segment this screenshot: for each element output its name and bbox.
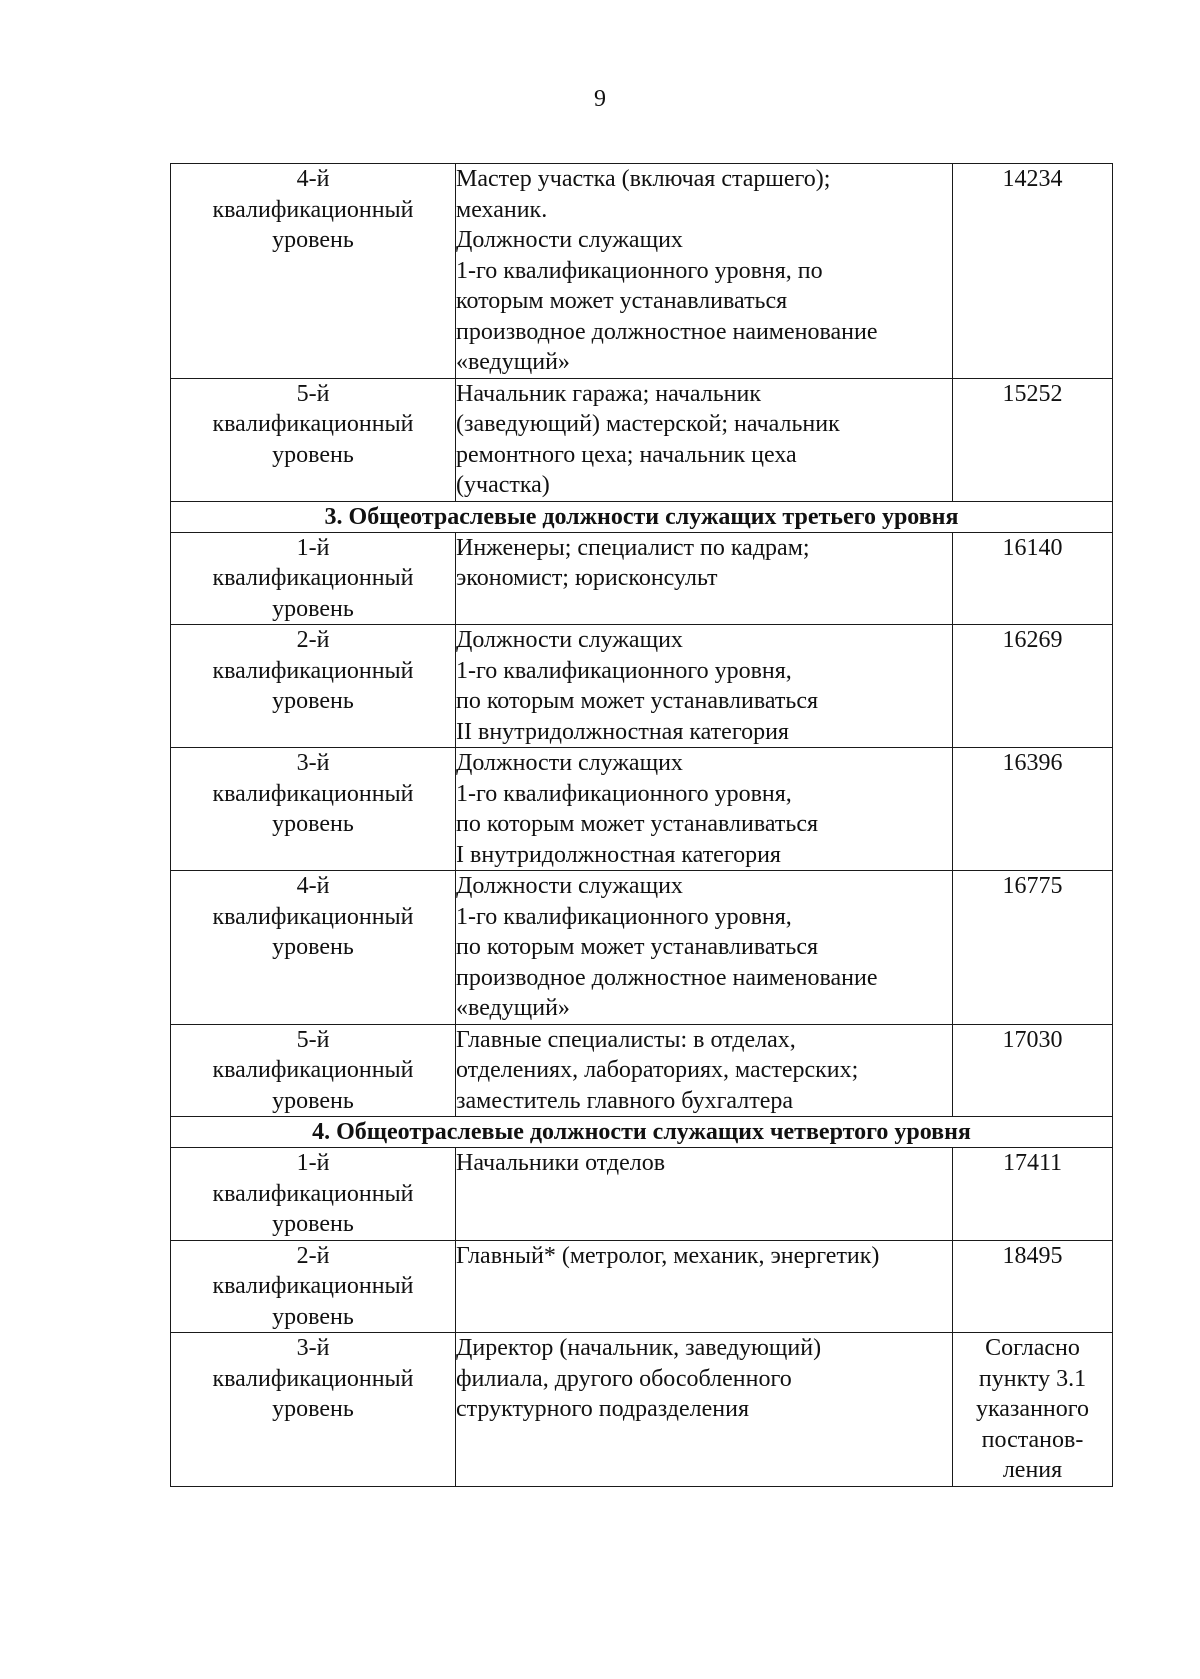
page-number: 9: [594, 86, 606, 112]
text-line: Должности служащих: [456, 750, 683, 776]
table-row: [171, 748, 1113, 871]
text-line: Мастер участка (включая старшего);: [456, 166, 831, 192]
section-title: 3. Общеотраслевые должности служащих третьего уровня: [171, 501, 1113, 532]
text-line: квалификационный: [212, 780, 414, 807]
text-line: квалификационный: [212, 1365, 414, 1392]
text-line: 16269: [1002, 627, 1063, 653]
text-line: квалификационный: [212, 657, 414, 684]
text-line: экономист; юрисконсульт: [456, 565, 718, 591]
section-header-row: [171, 1117, 1113, 1148]
text-line: 1-го квалификационного уровня,: [456, 903, 792, 930]
text-line: уровень: [272, 1087, 354, 1114]
text-line: уровень: [272, 441, 354, 468]
text-line: 16140: [1002, 534, 1063, 561]
text-line: 2-й: [296, 627, 330, 653]
text-line: 16775: [1002, 873, 1063, 899]
text-line: 2-й: [296, 1242, 330, 1269]
salary-value-cell: [953, 1333, 1113, 1487]
text-line: ления: [1002, 1457, 1063, 1483]
text-line: уровень: [272, 595, 354, 622]
text-line: уровень: [272, 934, 354, 960]
text-line: 17030: [1002, 1026, 1063, 1053]
text-line: 18495: [1002, 1242, 1063, 1269]
position-description-cell: [456, 625, 953, 748]
text-line: пункту 3.1: [978, 1365, 1087, 1392]
text-line: 1-й: [296, 1150, 330, 1176]
table-row: [171, 1148, 1113, 1241]
section-header-row: [171, 501, 1113, 532]
text-line: которым может устанавливаться: [456, 288, 788, 314]
table-row: [171, 1333, 1113, 1487]
text-line: 4-й: [296, 166, 330, 192]
text-line: Должности служащих: [456, 227, 683, 253]
position-description-cell: [456, 1024, 953, 1117]
qualification-level-cell: [171, 164, 456, 379]
text-line: Согласно: [985, 1335, 1080, 1361]
text-line: Начальник гаража; начальник: [456, 380, 762, 407]
text-line: «ведущий»: [456, 995, 570, 1021]
text-line: 1-й: [296, 534, 330, 561]
text-line: II внутридолжностная категория: [456, 718, 789, 745]
text-line: квалификационный: [212, 1180, 414, 1207]
salary-value-cell: [953, 625, 1113, 748]
text-line: уровень: [272, 688, 354, 714]
text-line: «ведущий»: [456, 349, 570, 375]
text-line: 1-го квалификационного уровня,: [456, 657, 792, 684]
text-line: 15252: [1002, 380, 1063, 407]
text-line: 4-й: [296, 873, 330, 899]
text-line: Инженеры; специалист по кадрам;: [456, 534, 810, 561]
qualification-level-cell: [171, 1024, 456, 1117]
position-description-cell: [456, 164, 953, 379]
text-line: производное должностное наименование: [456, 318, 878, 345]
text-line: квалификационный: [212, 1057, 414, 1083]
text-line: 3-й: [296, 750, 330, 776]
text-line: ремонтного цеха; начальник цеха: [456, 441, 797, 468]
position-description-cell: [456, 1240, 953, 1333]
text-line: уровень: [272, 1396, 354, 1422]
position-description-cell: [456, 532, 953, 625]
text-line: Должности служащих: [456, 873, 683, 899]
position-description-cell: [456, 871, 953, 1025]
text-line: филиала, другого обособленного: [456, 1365, 792, 1392]
qualification-level-cell: [171, 378, 456, 501]
salary-value-cell: [953, 1024, 1113, 1117]
qualification-level-cell: [171, 748, 456, 871]
text-line: квалификационный: [212, 1273, 414, 1299]
salary-value-cell: [953, 378, 1113, 501]
text-line: квалификационный: [212, 903, 414, 930]
text-line: Главный* (метролог, механик, энергетик): [456, 1242, 880, 1269]
table-body: [171, 164, 1113, 1487]
text-line: уровень: [272, 227, 354, 253]
text-line: постанов-: [981, 1426, 1084, 1453]
text-line: Директор (начальник, заведующий): [456, 1335, 822, 1361]
text-line: Главные специалисты: в отделах,: [456, 1026, 796, 1053]
text-line: (заведующий) мастерской; начальник: [456, 411, 840, 437]
table-row: [171, 532, 1113, 625]
text-line: заместитель главного бухгалтера: [456, 1087, 794, 1114]
text-line: уровень: [272, 1211, 354, 1237]
text-line: производное должностное наименование: [456, 964, 878, 991]
text-line: уровень: [272, 811, 354, 837]
text-line: I внутридолжностная категория: [456, 841, 781, 868]
salary-value-cell: [953, 1148, 1113, 1241]
section-title: 4. Общеотраслевые должности служащих четвертого уровня: [171, 1117, 1113, 1148]
table-row: [171, 378, 1113, 501]
text-line: структурного подразделения: [456, 1396, 750, 1422]
text-line: 5-й: [296, 1026, 330, 1053]
text-line: 1-го квалификационного уровня, по: [456, 257, 823, 284]
qualification-level-cell: [171, 871, 456, 1025]
table-row: [171, 871, 1113, 1025]
text-line: 17411: [1002, 1150, 1063, 1176]
table-row: [171, 625, 1113, 748]
salary-value-cell: [953, 871, 1113, 1025]
text-line: квалификационный: [212, 565, 414, 591]
text-line: 1-го квалификационного уровня,: [456, 780, 792, 807]
text-line: (участка): [456, 472, 550, 498]
salary-table: [170, 163, 1113, 1487]
text-line: уровень: [272, 1303, 354, 1330]
text-line: 5-й: [296, 380, 330, 407]
text-line: 14234: [1002, 166, 1063, 192]
text-line: по которым может устанавливаться: [456, 934, 819, 960]
text-line: квалификационный: [212, 196, 414, 223]
qualification-level-cell: [171, 625, 456, 748]
text-line: отделениях, лабораториях, мастерских;: [456, 1057, 859, 1083]
qualification-level-cell: [171, 1333, 456, 1487]
text-line: Должности служащих: [456, 627, 683, 653]
text-line: 16396: [1002, 750, 1063, 776]
position-description-cell: [456, 1333, 953, 1487]
table-row: [171, 1240, 1113, 1333]
salary-value-cell: [953, 1240, 1113, 1333]
qualification-level-cell: [171, 532, 456, 625]
text-line: указанного: [975, 1396, 1089, 1422]
salary-value-cell: [953, 532, 1113, 625]
position-description-cell: [456, 1148, 953, 1241]
qualification-level-cell: [171, 1240, 456, 1333]
salary-value-cell: [953, 748, 1113, 871]
text-line: 3-й: [296, 1335, 330, 1361]
text-line: квалификационный: [212, 411, 414, 437]
salary-value-cell: [953, 164, 1113, 379]
table-row: [171, 1024, 1113, 1117]
qualification-level-cell: [171, 1148, 456, 1241]
text-line: по которым может устанавливаться: [456, 811, 819, 837]
position-description-cell: [456, 378, 953, 501]
table-row: [171, 164, 1113, 379]
text-line: Начальники отделов: [456, 1150, 666, 1176]
text-line: механик.: [456, 196, 548, 223]
text-line: по которым может устанавливаться: [456, 688, 819, 714]
position-description-cell: [456, 748, 953, 871]
